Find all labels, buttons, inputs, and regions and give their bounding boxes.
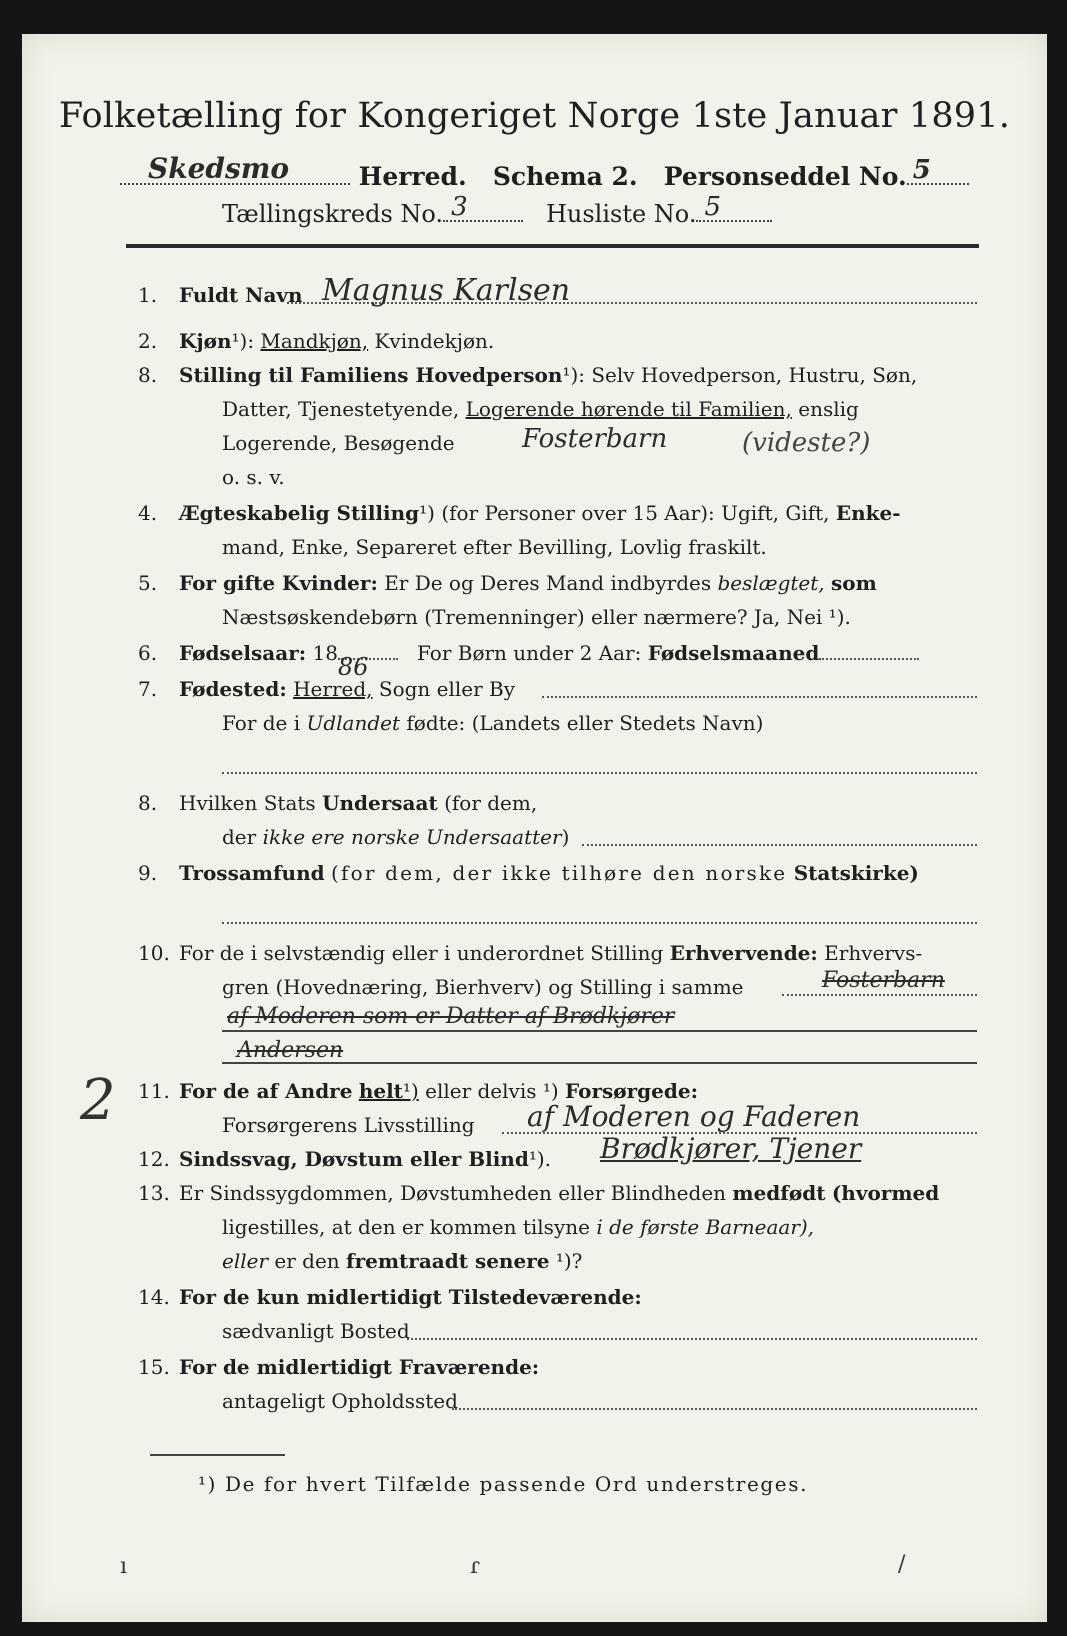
occupation-value-struck-2: af Moderen som er Datter af Brødkjører <box>227 1004 675 1029</box>
position-note: (videste?) <box>742 428 871 458</box>
religion-line <box>222 922 977 924</box>
item-number: 1. <box>138 283 158 307</box>
item-number: 11. <box>138 1079 170 1103</box>
item-number: 5. <box>138 571 158 595</box>
item-number: 7. <box>138 677 158 701</box>
item-label: Ægteskabelig Stilling <box>179 501 420 525</box>
header-line-herred <box>120 152 969 191</box>
husliste-label: Husliste No. <box>545 200 697 228</box>
item-number: 6. <box>138 641 158 665</box>
census-form-page: Folketælling for Kongeriget Norge 1ste Januar 1891. Skedsmo Herred. Schema 2. Personseddel No. 5 Tællingskreds No. 3 Husliste No. 5 1. Fuldt Navn Magnus Karlsen 2. Kjøn¹): Mandkjøn, Kvindekjøn. 8. Stilling til Familiens Hovedperson¹): Selv Hovedperson, Hustru, Søn, Datter, Tjenestetyende, Logerende hørende til Familien, enslig Logerende, Besøgende Fosterbarn (videste?) o. s. v. 4. Ægteskabelig Stilling¹) (for Personer over 15 Aar): Ugift, Gift, Enke- mand, Enke, Separeret efter Bevilling, Lovlig fraskilt. 5. For gifte Kvinder: Er De og Deres Mand indbyrdes beslægtet, som Næstsøskendebørn (Tremenninger) eller nærmere? Ja, Nei ¹). 6. Fødselsaar: 18 86 For Børn under 2 Aar: Fødselsmaaned 7. Fødested: Herred, Sogn eller By For de i Udlandet fødte: (Landets eller Stedets Navn) 8. Hvilken Stats Undersaat (for dem, der ikke ere norske Undersaatter) 9. Trossamfund (for dem, der ikke tilhøre den norske Statskirke) 10. For de i selvstændig eller i underordnet Stilling Erhvervende: Erhvervs- gren (Hovednæring, Bierhverv) og Stilling i samme Fosterbarn af Moderen som er Datter af Brødkjører Andersen 2 11. For de af Andre helt¹) eller delvis ¹) Forsørgede: Forsørgerens Livsstilling af Moderen og Faderen 12. Sindssvag, Døvstum eller Blind¹). Brødkjører, Tjener 13. Er Sindssygdommen, Døvstumheden eller Blindheden medfødt (hvormed ligestilles, at den er kommen tilsyne i de første Barneaar), eller er den fremtraadt senere ¹)? 14. For de kun midlertidigt Tilstedeværende: sædvanligt Bosted 15. For de midlertidigt Fraværende: antageligt Opholdssted ¹) De for hvert Tilfælde passende Ord understreges. ı ɾ / <box>22 34 1047 1622</box>
item-label: Erhvervende: <box>669 941 818 965</box>
item-label: Stilling til Familiens Hovedperson <box>179 363 563 387</box>
occupation-value-struck-1: Fosterbarn <box>822 968 945 993</box>
birth-year-value: 86 <box>337 653 369 681</box>
item-label: Fødested: <box>179 677 287 701</box>
item-number: 15. <box>138 1355 170 1379</box>
position-option-underlined: Logerende hørende til Familien, <box>465 397 792 421</box>
item-label: Fuldt Navn <box>179 283 303 307</box>
item-label: Sindssvag, Døvstum eller Blind <box>179 1147 529 1171</box>
item-number: 8. <box>138 363 158 387</box>
schema-label: Schema 2. <box>492 162 638 191</box>
item-label: For gifte Kvinder: <box>179 571 378 595</box>
header-line-kreds <box>222 192 772 228</box>
personseddel-number: 5 <box>912 155 931 185</box>
item-label: Forsørgede: <box>565 1079 698 1103</box>
kreds-label: Tællingskreds No. <box>222 200 444 228</box>
item-label: Undersaat <box>322 791 438 815</box>
supported-option-helt: helt <box>358 1079 403 1103</box>
item-number: 9. <box>138 861 158 885</box>
item-label: For de kun midlertidigt Tilstedeværende: <box>179 1285 642 1309</box>
item-number: 14. <box>138 1285 170 1309</box>
ink-mark: ı <box>120 1554 128 1579</box>
husliste-number: 5 <box>704 192 722 222</box>
form-title: Folketælling for Kongeriget Norge 1ste Januar 1891. <box>58 96 1011 136</box>
item-number: 8. <box>138 791 158 815</box>
ink-mark: / <box>898 1552 906 1577</box>
item-number: 4. <box>138 501 158 525</box>
sex-option-female: Kvindekjøn. <box>374 329 495 353</box>
item-number: 13. <box>138 1181 170 1205</box>
birthplace-abroad-line <box>222 772 977 774</box>
margin-note: 2 <box>80 1068 116 1133</box>
sex-option-male: Mandkjøn, <box>260 329 369 353</box>
item-label: For de midlertidigt Fraværende: <box>179 1355 540 1379</box>
header-rule <box>126 244 979 248</box>
footnote: ¹) De for hvert Tilfælde passende Ord understreges. <box>198 1472 809 1496</box>
occupation-value-struck-3: Andersen <box>237 1038 344 1063</box>
item-number: 10. <box>138 941 170 965</box>
herred-label: Herred. <box>358 162 467 191</box>
item-label: Kjøn <box>179 329 232 353</box>
birthplace-option-herred: Herred, <box>293 677 373 701</box>
item-label: Fødselsaar: <box>179 641 307 665</box>
ink-mark: ɾ <box>470 1554 480 1579</box>
herred-name: Skedsmo <box>148 152 290 185</box>
supporter-value: af Moderen og Faderen <box>527 1100 861 1133</box>
personseddel-label: Personseddel No. <box>663 162 907 191</box>
position-value: Fosterbarn <box>522 424 668 454</box>
disability-value: Brødkjører, Tjener <box>600 1132 862 1165</box>
item-number: 2. <box>138 329 158 353</box>
item-number: 12. <box>138 1147 170 1171</box>
footnote-rule <box>150 1454 285 1456</box>
kreds-number: 3 <box>451 192 468 222</box>
full-name-value: Magnus Karlsen <box>322 273 571 308</box>
item-label: Trossamfund <box>179 861 325 885</box>
